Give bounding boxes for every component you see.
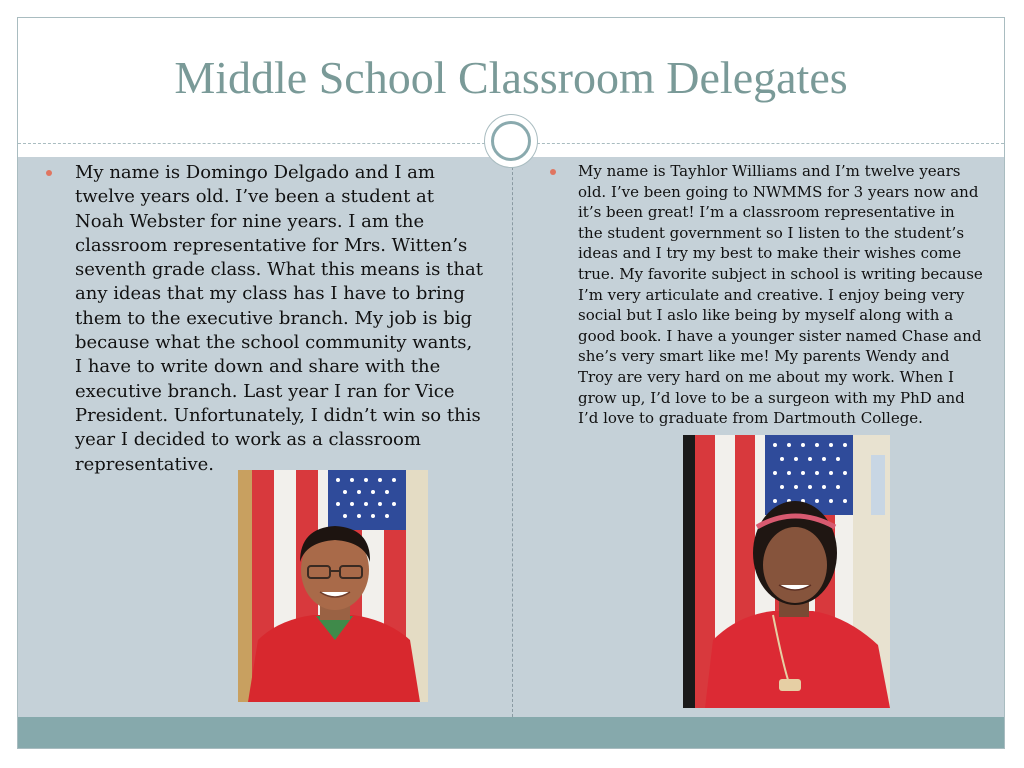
bullet-icon [550, 169, 556, 175]
student-photo-boy [238, 470, 428, 702]
right-column-text: My name is Tayhlor Williams and I’m twelve years old. I’ve been going to NWMMS for 3 years now and it’s been great! I’m a classroom representative in the student government so I listen to the student’s ideas and I try my best to make their wishes come true. My favorite subject in school is writing because I’m very articulate and creative. I enjoy being very social but I aslo like being by myself along with a good book. I have a younger sister named Chase and she’s very smart like me! My parents Wendy and Troy are very hard on me about my work. When I grow up, I’d love to be a surgeon with my PhD and I’d love to graduate from Dartmouth College. [578, 162, 983, 428]
boy-flag-photo-icon [238, 470, 428, 702]
girl-flag-photo-icon [683, 435, 890, 708]
student-photo-girl [683, 435, 890, 708]
bullet-icon [46, 170, 52, 176]
slide [17, 17, 1005, 749]
content-band [18, 157, 1004, 717]
ring-icon [491, 121, 531, 161]
slide-title: Middle School Classroom Delegates [174, 52, 848, 103]
left-column-text: My name is Domingo Delgado and I am twelve years old. I’ve been a student at Noah Webster for nine years. I am the classroom representative for Mrs. Witten’s seventh grade class. What this means is that any ideas that my class has I have to bring them to the executive branch. My job is big because what the school community wants, I have to write down and share with the executive branch. Last year I ran for Vice President. Unfortunately, I didn’t win so this year I decided to work as a classroom representative. [75, 162, 483, 475]
footer-band [18, 717, 1004, 749]
title-ring-ornament [484, 114, 538, 168]
column-separator [512, 157, 513, 717]
